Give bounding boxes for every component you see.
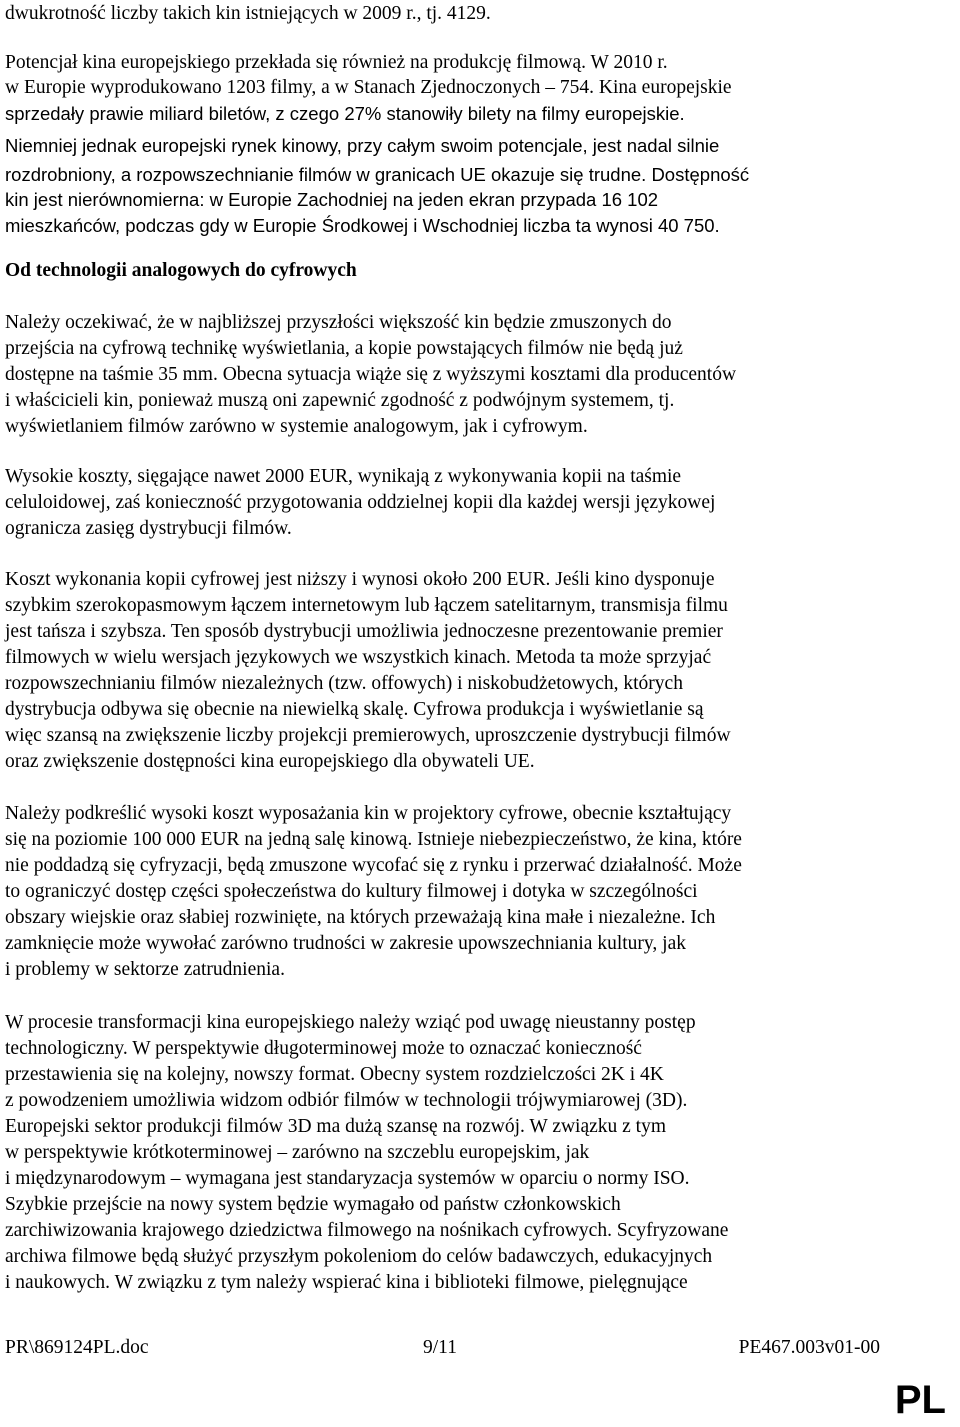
footer-version: PE467.003v01-00 xyxy=(738,1337,880,1358)
text-line: zamknięcie może wywołać zarówno trudności w zakresie upowszechniania kultury, jak xyxy=(5,933,686,954)
text-line: Szybkie przejście na nowy system będzie wymagało od państw członkowskich xyxy=(5,1194,621,1215)
language-code: PL xyxy=(894,1378,946,1422)
text-line: Potencjał kina europejskiego przekłada się również na produkcję filmową. W 2010 r. xyxy=(5,52,668,73)
text-line: oraz zwiększenie dostępności kina europejskiego dla obywateli UE. xyxy=(5,751,535,772)
text-line: mieszkańców, podczas gdy w Europie Środkowej i Wschodniej liczba ta wynosi 40 750. xyxy=(5,215,720,236)
text-line: dystrybucja odbywa się obecnie na niewielką skalę. Cyfrowa produkcja i wyświetlanie są xyxy=(5,699,704,720)
text-line: się na poziomie 100 000 EUR na jedną salę kinową. Istnieje niebezpieczeństwo, że kina, które xyxy=(5,829,742,850)
text-line: w Europie wyprodukowano 1203 filmy, a w Stanach Zjednoczonych – 754. Kina europejskie xyxy=(5,77,732,98)
footer-doc-ref: PR\869124PL.doc xyxy=(5,1337,149,1358)
text-line: ogranicza zasięg dystrybucji filmów. xyxy=(5,518,292,539)
text-line: przestawienia się na kolejny, nowszy format. Obecny system rozdzielczości 2K i 4K xyxy=(5,1064,664,1085)
text-line: nie poddadzą się cyfryzacji, będą zmuszone wycofać się z rynku i przerwać działalność. Może xyxy=(5,855,742,876)
text-line: wyświetlaniem filmów zarówno w systemie analogowym, jak i cyfrowym. xyxy=(5,416,588,437)
text-line: W procesie transformacji kina europejskiego należy wziąć pod uwagę nieustanny postęp xyxy=(5,1012,696,1033)
text-line: szybkim szerokopasmowym łączem internetowym lub łączem satelitarnym, transmisja filmu xyxy=(5,595,728,616)
section-heading: Od technologii analogowych do cyfrowych xyxy=(5,260,357,281)
text-line: rozdrobniony, a rozpowszechnianie filmów w granicach UE okazuje się trudne. Dostępność xyxy=(5,164,750,185)
text-line: w perspektywie krótkoterminowej – zarówno na szczeblu europejskim, jak xyxy=(5,1142,590,1163)
text-line: dostępne na taśmie 35 mm. Obecna sytuacja wiąże się z wyższymi kosztami dla producentów xyxy=(5,364,737,385)
text-line: Europejski sektor produkcji filmów 3D ma dużą szansę na rozwój. W związku z tym xyxy=(5,1116,667,1137)
text-line: archiwa filmowe będą służyć przyszłym pokoleniom do celów badawczych, edukacyjnych xyxy=(5,1246,713,1267)
text-line: filmowych w wielu wersjach językowych we wszystkich kinach. Metoda ta może sprzyjać xyxy=(5,647,712,668)
text-line: i problemy w sektorze zatrudnienia. xyxy=(5,959,285,980)
text-line: to ograniczyć dostęp części społeczeństwa do kultury filmowej i dotyka w szczególności xyxy=(5,881,698,902)
text-line: Niemniej jednak europejski rynek kinowy, przy całym swoim potencjale, jest nadal silnie xyxy=(5,135,720,156)
text-line: sprzedały prawie miliard biletów, z czego 27% stanowiły bilety na filmy europejskie. xyxy=(5,103,685,124)
text-line: technologiczny. W perspektywie długoterminowej może to oznaczać konieczność xyxy=(5,1038,642,1059)
text-line: zarchiwizowania krajowego dziedzictwa filmowego na nośnikach cyfrowych. Scyfryzowane xyxy=(5,1220,729,1241)
text-line: Należy oczekiwać, że w najbliższej przyszłości większość kin będzie zmuszonych do xyxy=(5,312,672,333)
text-line: kin jest nierównomierna: w Europie Zachodniej na jeden ekran przypada 16 102 xyxy=(5,189,659,210)
text-line: rozpowszechnianiu filmów niezależnych (tzw. offowych) i niskobudżetowych, których xyxy=(5,673,683,694)
text-line: obszary wiejskie oraz słabiej rozwinięte, na których przeważają kina małe i niezależne. Ich xyxy=(5,907,716,928)
text-line: więc szansą na zwiększenie liczby projekcji premierowych, uproszczenie dystrybucji filmów xyxy=(5,725,731,746)
text-line: i międzynarodowym – wymagana jest standaryzacja systemów w oparciu o normy ISO. xyxy=(5,1168,690,1189)
footer-page-number: 9/11 xyxy=(423,1337,457,1358)
text-line: jest tańsza i szybsza. Ten sposób dystrybucji umożliwia jednoczesne prezentowanie premier xyxy=(5,621,723,642)
text-line: Koszt wykonania kopii cyfrowej jest niższy i wynosi około 200 EUR. Jeśli kino dysponuje xyxy=(5,569,715,590)
text-line: dwukrotność liczby takich kin istniejących w 2009 r., tj. 4129. xyxy=(5,3,491,24)
text-line: przejścia na cyfrową technikę wyświetlania, a kopie powstających filmów nie będą już xyxy=(5,338,683,359)
text-line: Wysokie koszty, sięgające nawet 2000 EUR, wynikają z wykonywania kopii na taśmie xyxy=(5,466,682,487)
text-line: i właścicieli kin, ponieważ muszą oni zapewnić zgodność z podwójnym systemem, tj. xyxy=(5,390,675,411)
text-line: Należy podkreślić wysoki koszt wyposażania kin w projektory cyfrowe, obecnie kształtujący xyxy=(5,803,732,824)
text-line: celuloidowej, zaś konieczność przygotowania oddzielnej kopii dla każdej wersji językowej xyxy=(5,492,716,513)
text-line: i naukowych. W związku z tym należy wspierać kina i biblioteki filmowe, pielęgnujące xyxy=(5,1272,688,1293)
text-line: z powodzeniem umożliwia widzom odbiór filmów w technologii trójwymiarowej (3D). xyxy=(5,1090,688,1111)
